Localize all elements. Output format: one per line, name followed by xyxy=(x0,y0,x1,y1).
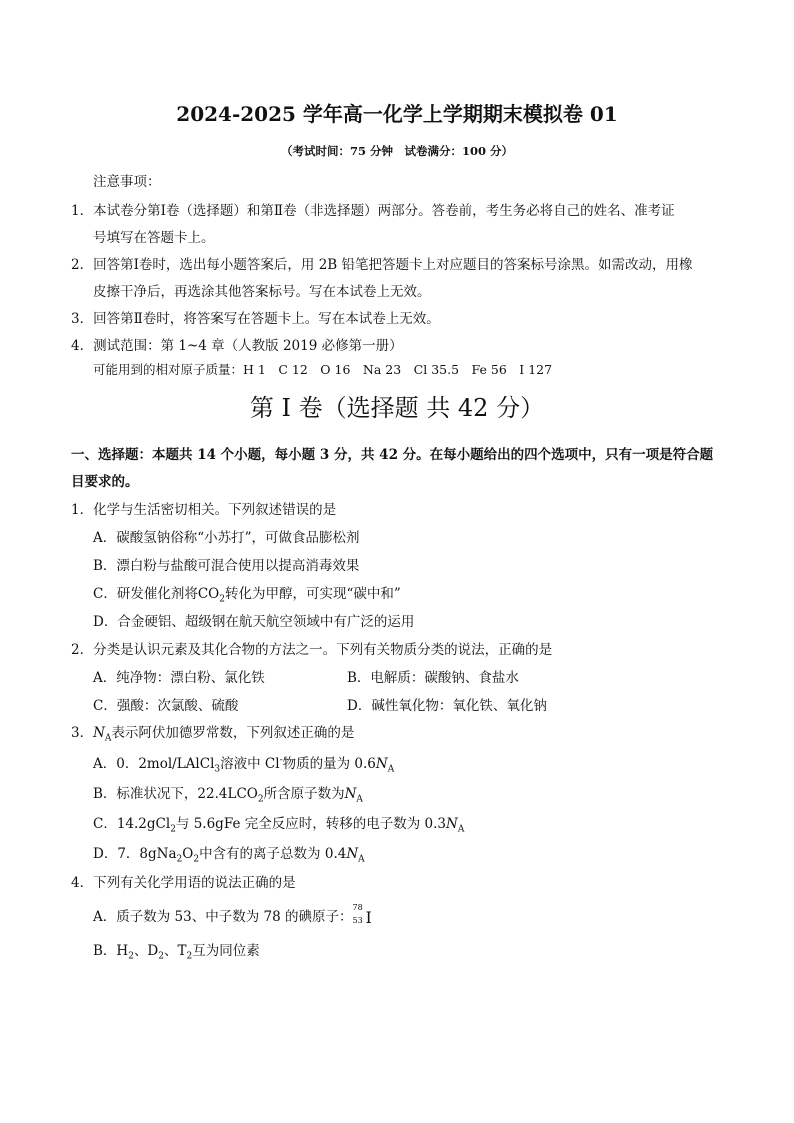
question-4-option-a xyxy=(93,903,372,927)
exam-info: （考试时间：75 分钟 试卷满分：100 分） xyxy=(280,144,513,158)
question-2-option-d: D．碱性氧化物：氧化铁、氧化钠 xyxy=(347,698,547,714)
notice-item-number: 4． xyxy=(71,338,94,354)
subscript: 2 xyxy=(193,854,200,865)
option-text: B．标准状况下，22.4LCO xyxy=(93,786,258,802)
question-1-stem: 1．化学与生活密切相关。下列叙述错误的是 xyxy=(71,502,337,518)
subscript: A xyxy=(358,854,365,865)
question-4-option-b xyxy=(93,939,260,962)
question-text: 表示阿伏加德罗常数，下列叙述正确的是 xyxy=(111,725,355,741)
question-number: 3． xyxy=(71,725,94,741)
option-text: 转化为甲醇，可实现“碳中和” xyxy=(224,586,401,602)
notice-item-number: 3． xyxy=(71,311,94,327)
notice-item-text: 测试范围：第 1~4 章（人教版 2019 必修第一册） xyxy=(93,338,403,354)
question-2-stem: 2．分类是认识元素及其化合物的方法之一。下列有关物质分类的说法，正确的是 xyxy=(71,642,553,658)
subscript: 2 xyxy=(219,594,225,605)
option-text: 、T xyxy=(164,943,187,959)
section-title: 第 I 卷（选择题 共 42 分） xyxy=(249,394,545,422)
question-1-option-c xyxy=(93,582,401,605)
nuclide-notation xyxy=(352,903,372,927)
notice-item-text: 回答第Ⅱ卷时，将答案写在答题卡上。写在本试卷上无效。 xyxy=(93,311,440,327)
question-3-option-a xyxy=(93,752,394,775)
subscript: 2 xyxy=(257,794,264,805)
notice-item-3 xyxy=(71,307,440,327)
notice-item-text: 本试卷分第Ⅰ卷（选择题）和第Ⅱ卷（非选择题）两部分。答卷前，考生务必将自己的姓名、准考证 xyxy=(93,203,675,219)
question-2-option-a: A．纯净物：漂白粉、氯化铁 xyxy=(93,670,265,686)
superscript: - xyxy=(279,755,283,766)
option-text: 、D xyxy=(133,943,159,959)
notice-item-1 xyxy=(71,199,675,219)
subscript: A xyxy=(356,794,363,805)
avogadro-symbol: N xyxy=(446,816,458,832)
subscript: 2 xyxy=(158,951,164,962)
notice-item-text: 回答第Ⅰ卷时，选出每小题答案后，用 2B 铅笔把答题卡上对应题目的答案标号涂黑。如需改动，用橡 xyxy=(93,257,693,273)
option-text: D．7．8gNa xyxy=(93,846,177,862)
subscript: A xyxy=(104,733,112,744)
option-text: 与 5.6gFe 完全反应时，转移的电子数为 0.3 xyxy=(175,816,446,832)
section-instructions: 一、选择题：本题共 14 个小题，每小题 3 分，共 42 分。在每小题给出的四个选项中，只有一项是符合题 xyxy=(71,447,714,463)
mass-number: 78 xyxy=(352,903,363,912)
subscript: 2 xyxy=(176,854,183,865)
notice-item-4 xyxy=(71,334,403,354)
question-1-option-b: B．漂白粉与盐酸可混合使用以提高消毒效果 xyxy=(93,558,360,574)
notice-heading: 注意事项： xyxy=(93,174,161,190)
question-3-option-d xyxy=(93,842,365,865)
question-2-option-b: B．电解质：碳酸钠、食盐水 xyxy=(347,670,519,686)
subscript: 2 xyxy=(128,951,134,962)
option-text: A．质子数为 53、中子数为 78 的碘原子： xyxy=(93,909,353,925)
element-symbol: I xyxy=(365,908,372,927)
subscript: A xyxy=(387,764,395,775)
notice-item-2 xyxy=(71,253,693,273)
option-text: 溶液中 Cl xyxy=(220,756,280,772)
page-title: 2024-2025 学年高一化学上学期期末模拟卷 01 xyxy=(176,102,618,126)
subscript: 3 xyxy=(214,764,221,775)
avogadro-symbol: N xyxy=(93,725,105,741)
formula: CO xyxy=(197,586,220,602)
subscript: 2 xyxy=(186,951,193,962)
subscript: A xyxy=(457,824,465,835)
option-text: C．研发催化剂将 xyxy=(93,586,198,602)
avogadro-symbol: N xyxy=(346,846,359,862)
notice-item-number: 1． xyxy=(71,203,94,219)
subscript: 2 xyxy=(170,824,176,835)
option-text: 物质的量为 0.6 xyxy=(282,756,376,772)
avogadro-symbol: N xyxy=(344,786,357,802)
option-text: A．0．2mol/LAlCl xyxy=(93,756,215,772)
atomic-number: 53 xyxy=(352,916,363,925)
question-3-option-c xyxy=(93,812,464,835)
question-4-stem: 4．下列有关化学用语的说法正确的是 xyxy=(71,875,296,891)
option-text: O xyxy=(182,846,194,862)
option-text: 中含有的离子总数为 0.4 xyxy=(199,846,347,862)
option-text: C．14.2gCl xyxy=(93,816,171,832)
notice-item-1-cont: 号填写在答题卡上。 xyxy=(93,230,215,246)
notice-item-2-cont: 皮擦干净后，再选涂其他答案标号。写在本试卷上无效。 xyxy=(93,284,431,300)
option-text: 所含原子数为 xyxy=(263,786,345,802)
option-text: B．H xyxy=(93,943,129,959)
question-3-stem xyxy=(71,721,354,744)
option-text: 互为同位素 xyxy=(192,943,260,959)
section-instructions-cont: 目要求的。 xyxy=(71,474,139,490)
question-3-option-b xyxy=(93,782,363,805)
notice-item-number: 2． xyxy=(71,257,94,273)
avogadro-symbol: N xyxy=(375,756,388,772)
question-1-option-d: D．合金硬铝、超级钢在航天航空领域中有广泛的运用 xyxy=(93,614,415,630)
question-1-option-a: A．碳酸氢钠俗称“小苏打”，可做食品膨松剂 xyxy=(93,530,360,546)
question-2-option-c: C．强酸：次氯酸、硫酸 xyxy=(93,698,239,714)
atomic-masses: 可能用到的相对原子质量：H 1 C 12 O 16 Na 23 Cl 35.5 Fe 56 I 127 xyxy=(93,362,553,377)
